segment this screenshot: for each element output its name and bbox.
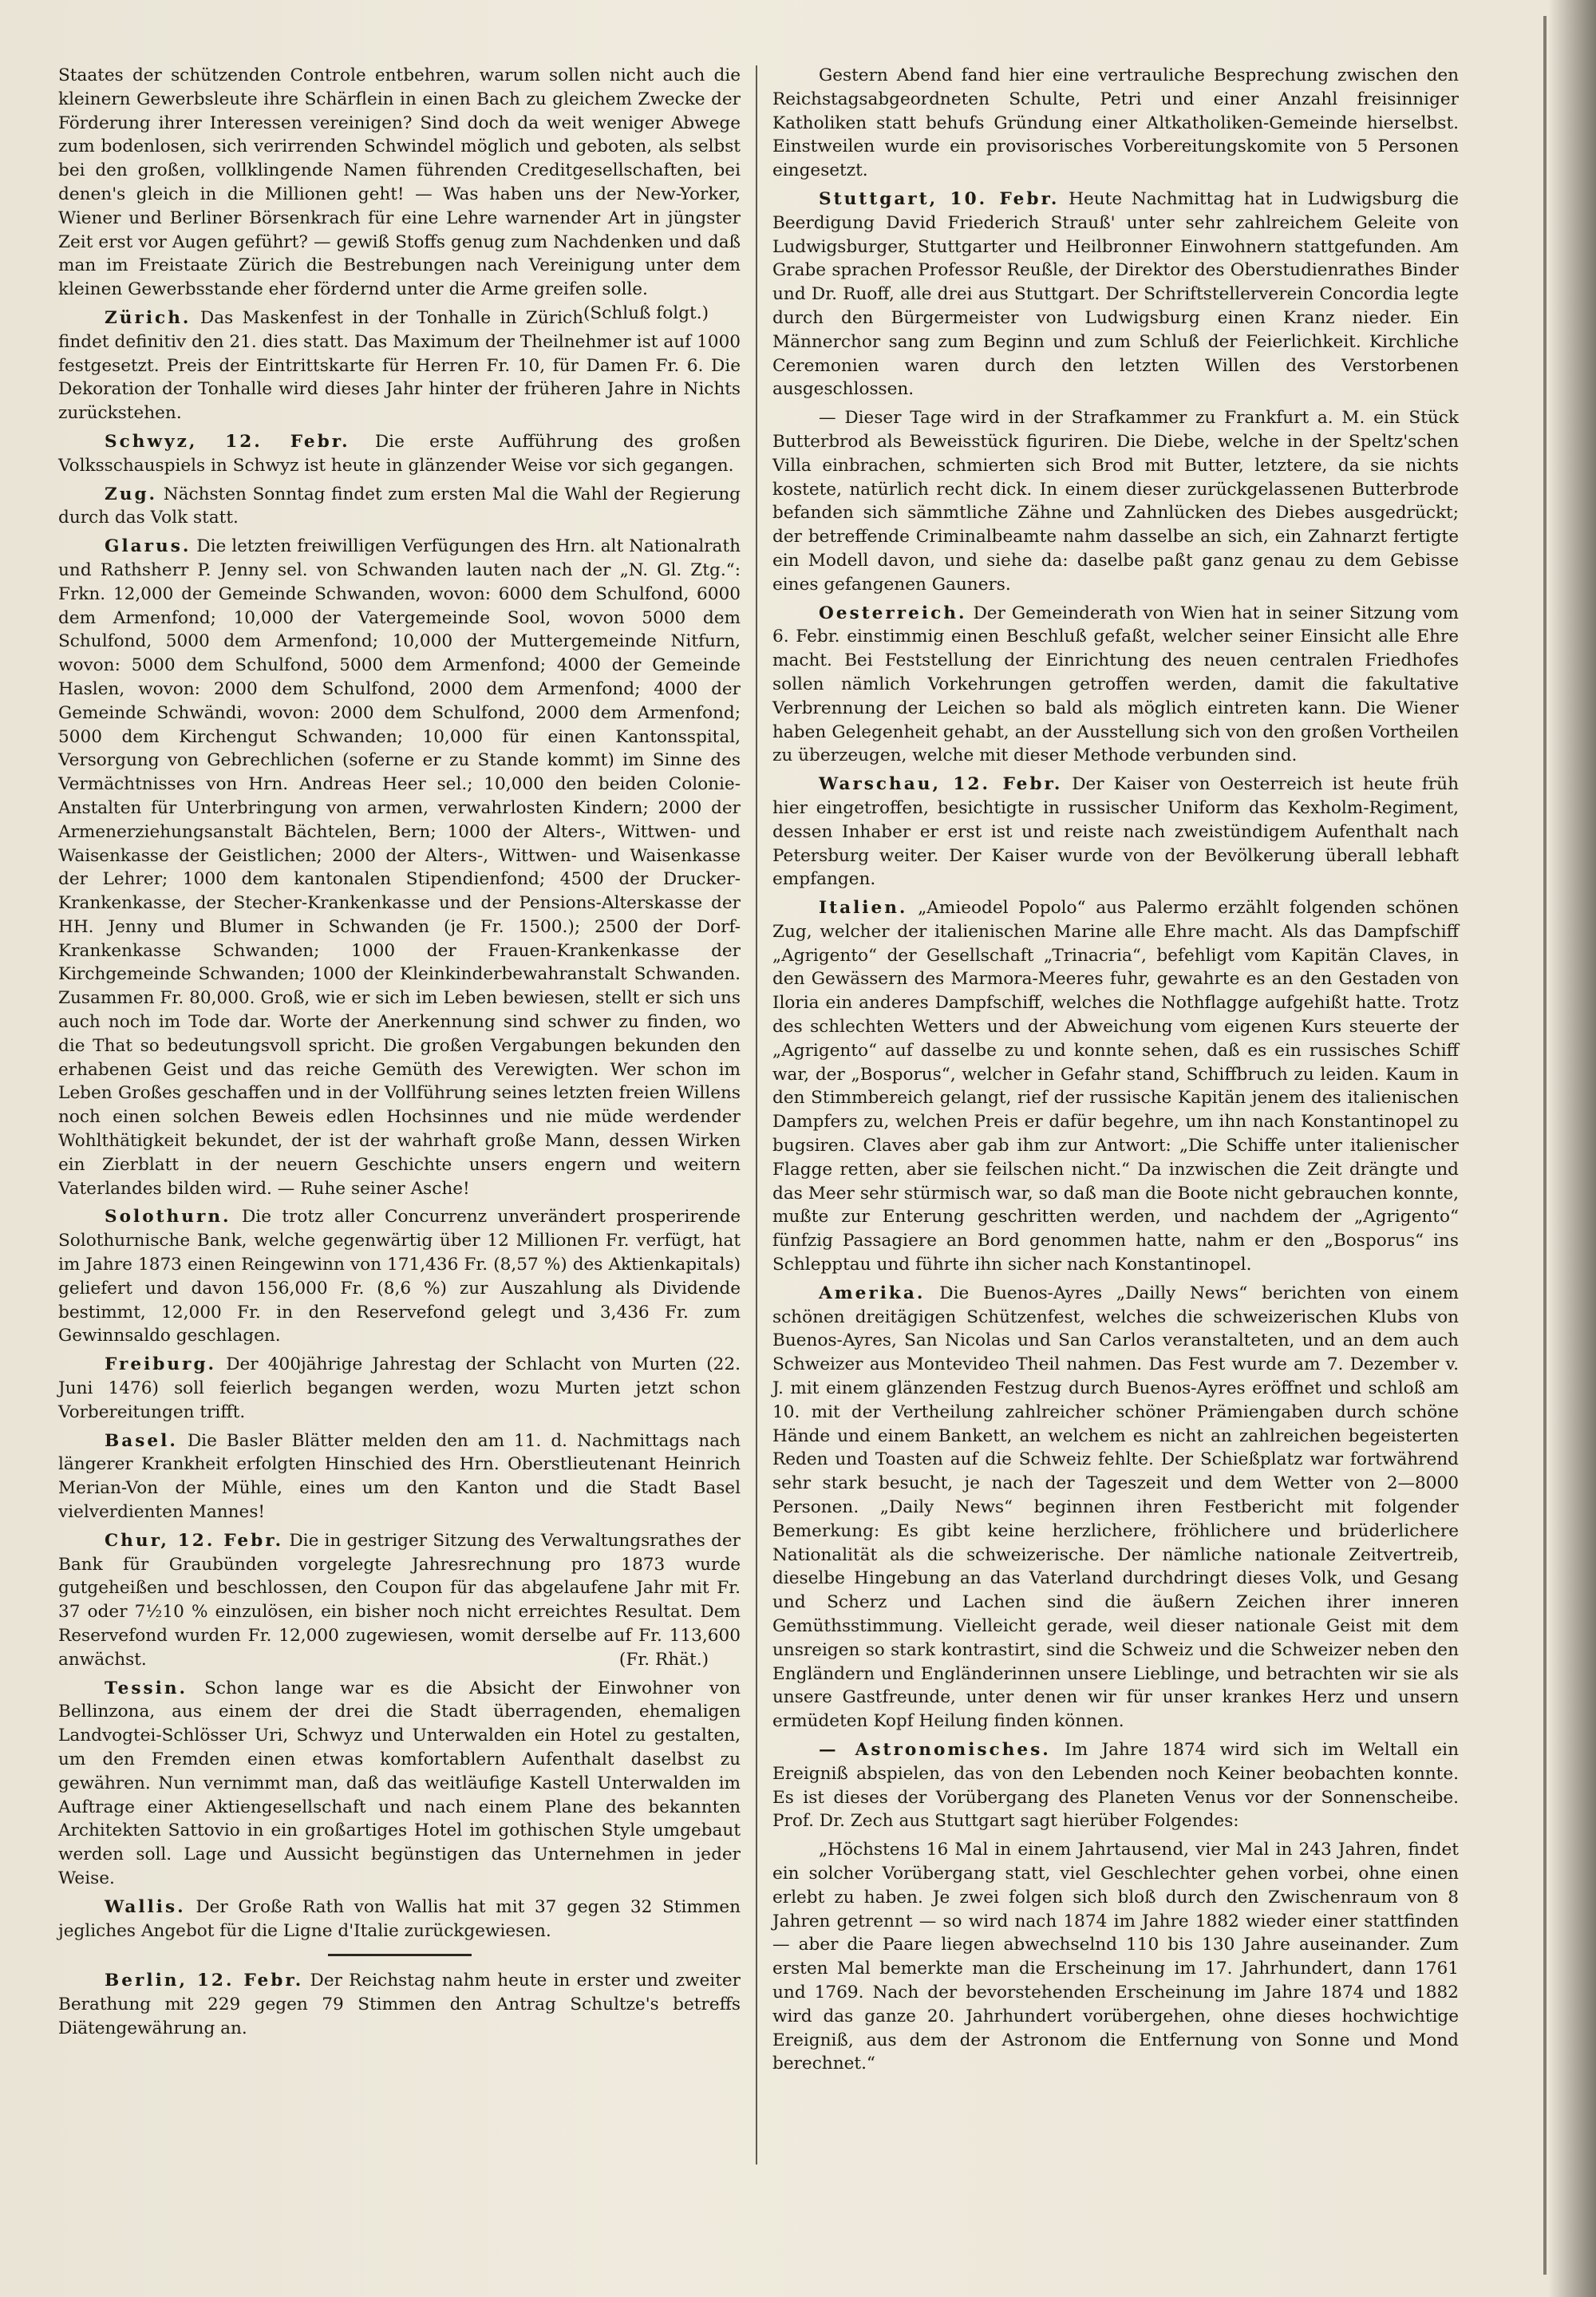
place-zuerich: Zürich. xyxy=(105,307,192,328)
place-warschau: Warschau, 12. Febr. xyxy=(819,774,1063,795)
article-stuttgart: Stuttgart, 10. Febr. Heute Nachmittag hat in Ludwigsburg die Beerdigung David Friederich Strauß' unter sehr zahlreichem Geleite von Ludwigsburger, Stuttgarter und Heilbronner Einwohnern stattgefunden. Am Grabe sprachen Professor Reußle, der Direktor des Oberstudienrathes Binder und Dr. Ruoff, alle drei aus Stuttgart. Der Schriftstellerverein Concordia legte durch den Bürgermeister von Ludwigsburg einen Kranz nieder. Ein Männerchor sang zum Beginn und zum Schluß der Feierlichkeit. Kirchliche Ceremonien waren durch den letzten Willen des Verstorbenen ausgeschlossen. xyxy=(772,188,1459,400)
article-italien: Italien. „Amieodel Popolo“ aus Palermo erzählt folgenden schönen Zug, welcher der italienischen Marine alle Ehre macht. Als das Dampfschiff „Agrigento“ der Gesellschaft „Trinacria“, befehligt vom Kapitän Claves, in den Gewässern des Marmora-Meeres fuhr, gewahrte es an den Gestaden von Iloria ein anderes Dampfschiff, welches die Nothflagge aufgehißt hatte. Trotz des schlechten Wetters und der Abweichung vom eigenen Kurs steuerte der „Agrigento“ auf dasselbe zu und konnte sehen, daß es ein russisches Schiff war, der „Bosporus“, welcher in Gefahr stand, Schiffbruch zu leiden. Kaum in den Stimmbereich gelangt, rief der russische Kapitän jenem des italienischen Dampfers zu, welchen Preis er dafür begehre, um ihn nach Konstantinopel zu bugsiren. Claves aber gab ihm zur Antwort: „Die Schiffe unter italienischer Flagge retten, aber sie feilschen nicht.“ Da inzwischen die Zeit drängte und das Meer sehr stürmisch war, so daß man die Boote nicht gebrauchen konnte, mußte zur Enterung geschritten werden, und nachdem der „Agrigento“ fünfzig Passagiere an Bord genommen hatte, nahm er den „Bosporus“ ins Schlepptau und führte ihn sicher nach Konstantinopel. xyxy=(772,898,1459,1275)
place-italien: Italien. xyxy=(819,898,908,919)
article-oesterreich: Oesterreich. Der Gemeinderath von Wien hat in seiner Sitzung vom 6. Febr. einstimmig einen Beschluß gefaßt, welcher seiner Einsicht alle Ehre macht. Bei Feststellung der Einrichtung des neuen centralen Friedhofes sollen nämlich Vorkehrungen getroffen werden, damit die fakultative Verbrennung der Leichen so bald als möglich eintreten kann. Die Wiener haben Gelegenheit gehabt, an der Ausstellung sich von den großen Vortheilen zu überzeugen, welche mit dieser Methode verbunden sind. xyxy=(772,603,1459,766)
signature-rhaet: (Fr. Rhät.) xyxy=(618,1649,709,1670)
article-solothurn: Solothurn. Die trotz aller Concurrenz unverändert prosperirende Solothurnische Bank, welche gegenwärtig über 12 Millionen Fr. verfügt, hat im Jahre 1873 einen Reingewinn von 171,436 Fr. (8,57 %) des Aktienkapitals) geliefert und davon 156,000 Fr. (8,6 %) zur Auszahlung als Dividende bestimmt, 12,000 Fr. in den Reservefond gelegt und 3,436 Fr. zum Gewinnsaldo geschlagen. xyxy=(58,1207,741,1346)
place-wallis: Wallis. xyxy=(105,1896,186,1917)
place-oesterreich: Oesterreich. xyxy=(819,603,967,623)
place-zug: Zug. xyxy=(105,484,158,504)
place-freiburg: Freiburg. xyxy=(105,1354,217,1375)
article-freiburg: Freiburg. Der 400jährige Jahrestag der Schlacht von Murten (22. Juni 1476) soll feierlich begangen werden, wozu Murten jetzt schon Vorbereitungen trifft. xyxy=(58,1354,741,1422)
place-glarus: Glarus. xyxy=(105,536,192,557)
article-frankfurt: — Dieser Tage wird in der Strafkammer zu Frankfurt a. M. ein Stück Butterbrod als Beweisstück figuriren. Die Diebe, welche in der Speltz'schen Villa einbrachen, schmierten sich Brod mit Butter, letztere, da sie nichts kostete, natürlich recht dick. In einem dieser zurückgelassenen Butterbrode befanden sich sämmtliche Zähne und Zahnlücken des Diebes ausgedrückt; der betreffende Criminalbeamte nahm dasselbe an sich, ein Zahnarzt fertigte ein Modell davon, und siehe da: daselbe paßt ganz genau zu dem Gebisse eines gefangenen Gauners. xyxy=(772,408,1459,595)
article-warschau: Warschau, 12. Febr. Der Kaiser von Oesterreich ist heute früh hier eingetroffen, besichtigte in russischer Uniform das Kexholm-Regiment, dessen Inhaber er erst ist und reiste nach zweistündigem Aufenthalt nach Petersburg weiter. Der Kaiser wurde von der Bevölkerung überall lebhaft empfangen. xyxy=(772,774,1459,890)
place-berlin: Berlin, 12. Febr. xyxy=(105,1971,304,1991)
article-altkatholiken: Gestern Abend fand hier eine vertrauliche Besprechung zwischen den Reichstagsabgeordneten Schulte, Petri und einer Anzahl freisinniger Katholiken statt behufs Gründung einer Altkatholiken-Gemeinde hierselbst. Einstweilen wurde ein provisorisches Vorbereitungskomite von 5 Personen eingesetzt. xyxy=(772,65,1459,181)
place-chur: Chur, 12. Febr. xyxy=(105,1530,284,1551)
place-amerika: Amerika. xyxy=(819,1283,926,1303)
article-glarus: Glarus. Die letzten freiwilligen Verfügungen des Hrn. alt Nationalrath und Rathsherr P. Jenny sel. von Schwanden lauten nach der „N. Gl. Ztg.“: Frkn. 12,000 der Gemeinde Schwanden, wovon: 6000 dem Schulfond, 6000 dem Armenfond; 10,000 der Vatergemeinde Sool, wovon 5000 dem Schulfond, 5000 dem Armenfond; 10,000 der Muttergemeinde Nitfurn, wovon: 5000 dem Schulfond, 5000 dem Armenfond; 4000 der Gemeinde Haslen, wovon: 2000 dem Schulfond, 2000 dem Armenfond; 4000 der Gemeinde Schwändi, wovon: 2000 dem Schulfond, 2000 dem Armenfond; 5000 dem Kirchengut Schwanden; 10,000 für einen Kantonsspital, Versorgung von Gebrechlichen (soferne er zu Stande kommt) im Sinne des Vermächtnisses von Hrn. Andreas Heer sel.; 10,000 den beiden Colonie-Anstalten für Unterbringung von armen, verwahrlosten Kindern; 2000 der Armenerziehungsanstalt Bächtelen, Bern; 1000 der Alters-, Wittwen- und Waisenkasse der Geistlichen; 2000 der Alters-, Wittwen- und Waisenkasse der Lehrer; 1000 dem kantonalen Stipendienfond; 4500 der Drucker-Krankenkasse, der Stecher-Krankenkasse und der Pensions-Alterskasse der HH. Jenny und Blumer in Schwanden (je Fr. 1500.); 2500 der Dorf-Krankenkasse Schwanden; 1000 der Frauen-Krankenkasse der Kirchgemeinde Schwanden; 1000 der Kleinkinderbewahranstalt Schwanden. Zusammen Fr. 80,000. Groß, wie er sich im Leben bewiesen, stellt er sich uns auch noch im Tode dar. Worte der Anerkennung sind schwer zu finden, wo die That so bedeutungsvoll spricht. Die großen Vergabungen bekunden den erhabenen Geist und das reiche Gemüth des Verewigten. Wer schon im Leben Großes geschaffen und in der Vollführung seines letzten freien Willens noch einen solchen Beweis edlen Hochsinnes und nie müde werdender Wohlthätigkeit bekundet, der ist der wahrhaft große Mann, dessen Wirken ein Zierblatt in der neuern Geschichte unsers engern und weitern Vaterlandes bilden wird. — Ruhe seiner Asche! xyxy=(58,536,741,1199)
article-wallis: Wallis. Der Große Rath von Wallis hat mit 37 gegen 32 Stimmen jegliches Angebot für die Ligne d'Italie zurückgewiesen. xyxy=(58,1896,741,1941)
place-schwyz: Schwyz, 12. Febr. xyxy=(105,431,350,452)
signature-schluss: (Schluß folgt.) xyxy=(583,302,709,323)
place-stuttgart: Stuttgart, 10. Febr. xyxy=(819,188,1060,209)
right-column xyxy=(772,64,1459,2081)
article-astronomisches: — Astronomisches. Im Jahre 1874 wird sich im Weltall ein Ereigniß abspielen, das von den Lebenden noch Keiner beobachten konnte. Es ist dieses der Vorübergang des Planeten Venus vor der Sonnenscheibe. Prof. Dr. Zech aus Stuttgart sagt hierüber Folgendes: xyxy=(772,1739,1459,1832)
article-amerika: Amerika. Die Buenos-Ayres „Dailly News“ berichten von einem schönen dreitägigen Schützenfest, welches die schweizerischen Klubs von Buenos-Ayres, San Nicolas und San Carlos veranstalteten, und an dem auch Schweizer aus Montevideo Theil nahmen. Das Fest wurde am 7. Dezember v. J. mit einem glänzenden Festzug durch Buenos-Ayres eröffnet und schloß am 10. mit der Vertheilung zahlreicher schöner Prämiengaben durch schöne Hände und einem Bankett, an welchem es nicht an zahlreichen begeisterten Reden und Toasten auf die Schweiz fehlte. Der Schießplatz war fortwährend sehr stark besucht, je nach der Tageszeit und dem Wetter von 2—8000 Personen. „Daily News“ beginnen ihren Festbericht mit folgender Bemerkung: Es gibt keine herzlichere, fröhlichere und brüderlichere Nationalität als die schweizerische. Der nämliche nationale Zeitvertreib, dieselbe Hingebung an das Vaterland durchdringt dieses Volk, und Gesang und Scherz und Lachen sind die äußern Zeichen ihrer inneren Gemüthsstimmung. Vielleicht gerade, weil dieser nationale Geist mit dem unsreigen so stark kontrastirt, sind die Schweiz und die Schweizer neben den Engländern und Engländerinnen unsere Lieblinge, und betrachten wir sie als unsere Gastfreunde, unter denen wir für unser krankes Herz und unsern ermüdeten Kopf Heilung finden können. xyxy=(772,1283,1459,1732)
section-divider xyxy=(328,1954,472,1956)
place-basel: Basel. xyxy=(105,1430,178,1451)
page-edge-line xyxy=(1543,16,1547,2275)
article-zug: Zug. Nächsten Sonntag findet zum ersten Mal die Wahl der Regierung durch das Volk statt. xyxy=(58,484,741,528)
article-tessin: Tessin. Schon lange war es die Absicht der Einwohner von Bellinzona, aus einem der drei die Stadt überragenden, ehemaligen Landvogtei-Schlösser Uri, Schwyz und Unterwalden ein Hotel zu gestalten, um den Fremden einen etwas komfortablern Aufenthalt daselbst zu gewähren. Nun vernimmt man, daß das weitläufige Kastell Unterwalden im Auftrage einer Aktiengesellschaft und nach einem Plane des bekannten Architekten Sattovio in ein großartiges Hotel im gothischen Style umgebaut werden soll. Lage und Aussicht begünstigen das Unternehmen in jeder Weise. xyxy=(58,1678,741,1888)
page-edge-shadow xyxy=(1548,0,1596,2297)
article-gewerbe: Staates der schützenden Controle entbehren, warum sollen nicht auch die kleinern Gewerbsleute ihre Schärflein in einen Bach zu gleichem Zwecke der Förderung ihrer Interessen vereinigen? Sind doch da weit weniger Abwege zum bodenlosen, sich verirrenden Schwindel möglich und geboten, als selbst bei den großen, vollklingende Namen führenden Creditgesellschaften, bei denen's gleich in die Millionen geht! — Was haben uns der New-Yorker, Wiener und Berliner Börsenkrach für eine Lehre warnender Art in jüngster Zeit erst vor Augen geführt? — gewiß Stoffs genug zum Nachdenken und daß man im Freistaate Zürich die Bestrebungen nach Vereinigung unter dem kleinen Gewerbsstande eher fördernd unter die Arme greifen solle. (Schluß folgt.) xyxy=(58,64,741,302)
left-column xyxy=(58,64,741,2046)
article-berlin: Berlin, 12. Febr. Der Reichstag nahm heute in erster und zweiter Berathung mit 229 gegen 79 Stimmen den Antrag Schultze's betreffs Diätengewährung an. xyxy=(58,1971,741,2038)
article-schwyz: Schwyz, 12. Febr. Die erste Aufführung des großen Volksschauspiels in Schwyz ist heute in glänzender Weise vor sich gegangen. xyxy=(58,431,741,476)
article-basel: Basel. Die Basler Blätter melden den am 11. d. Nachmittags nach längerer Krankheit erfolgten Hinschied des Hrn. Oberstlieutenant Heinrich Merian-Von der Mühle, eines um den Kanton und die Stadt Basel vielverdienten Mannes! xyxy=(58,1430,741,1523)
place-solothurn: Solothurn. xyxy=(105,1207,231,1228)
heading-astronomisches: — Astronomisches. xyxy=(819,1739,1051,1760)
article-venus-quote: „Höchstens 16 Mal in einem Jahrtausend, vier Mal in 243 Jahren, findet ein solcher Vorübergang statt, viel Geschlechter gehen vorbei, ohne einen erlebt zu haben. Je zwei folgen sich bloß durch den Zwischenraum von 8 Jahren getrennt — so wird nach 1874 im Jahre 1882 wieder einer stattfinden — aber die Paare liegen abwechselnd 110 bis 130 Jahre auseinander. Zum ersten Mal bemerkte man die Erscheinung im 17. Jahrhundert, dann 1761 und 1769. Nach der bevorstehenden Erscheinung im Jahre 1874 und 1882 wird das ganze 20. Jahrhundert vorübergehen, ohne dieses hochwichtige Ereigniß, aus dem der Astronom die Entfernung von Sonne und Mond berechnet.“ xyxy=(772,1840,1459,2074)
place-tessin: Tessin. xyxy=(105,1678,188,1698)
article-zuerich: Zürich. Das Maskenfest in der Tonhalle in Zürich findet definitiv den 21. dies statt. Das Maximum der Theilnehmer ist auf 1000 festgesetzt. Preis der Eintrittskarte für Herren Fr. 10, für Damen Fr. 6. Die Dekoration der Tonhalle wird dieses Jahr hinter der früheren Jahre in Nichts zurückstehen. xyxy=(58,307,741,424)
article-chur: Chur, 12. Febr. Die in gestriger Sitzung des Verwaltungsrathes der Bank für Graubünden vorgelegte Jahresrechnung pro 1873 wurde gutgeheißen und beschlossen, den Coupon für das abgelaufene Jahr mit Fr. 37 oder 7½10 % einzulösen, ein bisher noch nicht erreichtes Resultat. Dem Reservefond wurden Fr. 12,000 zugewiesen, womit derselbe auf Fr. 113,600 anwächst. (Fr. Rhät.) xyxy=(58,1529,741,1672)
column-rule xyxy=(756,65,757,2165)
